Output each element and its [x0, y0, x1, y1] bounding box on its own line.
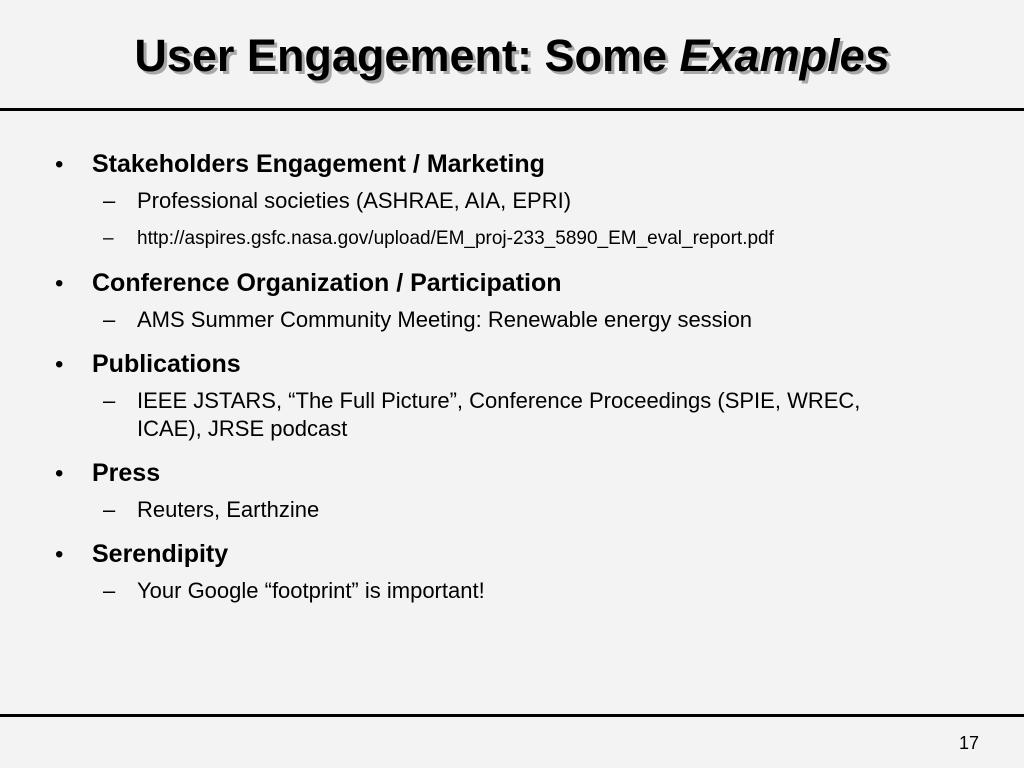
- sub-item: [0, 577, 1024, 605]
- dash-marker: –: [103, 578, 116, 603]
- dash-marker: –: [103, 388, 116, 413]
- sub-item-text: Your Google “footprint” is important!: [137, 578, 485, 603]
- bullet-item: [0, 146, 1024, 253]
- bullet-item: [0, 265, 1024, 334]
- bullet-heading: Publications: [92, 350, 241, 378]
- bullet-marker: •: [55, 151, 64, 178]
- slide-content: [0, 146, 1024, 613]
- bullet-heading: Press: [92, 459, 161, 487]
- bullet-item: [0, 455, 1024, 524]
- bullet-item: [0, 346, 1024, 443]
- slide-title-emphasis: Examples: [679, 30, 890, 81]
- footer-divider: [0, 714, 1024, 717]
- bullet-item: [0, 536, 1024, 605]
- sub-item-text: IEEE JSTARS, “The Full Picture”, Conference Proceedings (SPIE, WREC, ICAE), JRSE podcast: [137, 388, 861, 441]
- bullet-marker: •: [55, 270, 64, 297]
- bullet-heading: Serendipity: [92, 540, 229, 568]
- bullet-heading: Stakeholders Engagement / Marketing: [92, 150, 545, 178]
- page-number: 17: [958, 733, 979, 753]
- title-divider: [0, 108, 1024, 111]
- bullet-heading: Conference Organization / Participation: [92, 269, 562, 297]
- sub-item: [0, 187, 1024, 215]
- sub-item: [0, 387, 897, 443]
- sub-item: [0, 496, 1024, 524]
- dash-marker: –: [103, 188, 116, 213]
- dash-marker: –: [103, 497, 116, 522]
- sub-item-text: AMS Summer Community Meeting: Renewable energy session: [137, 307, 753, 332]
- bullet-marker: •: [55, 541, 64, 568]
- dash-marker: –: [103, 228, 114, 249]
- sub-item: [0, 225, 1024, 253]
- report-link[interactable]: http://aspires.gsfc.nasa.gov/upload/EM_proj-233_5890_EM_eval_report.pdf: [137, 228, 774, 249]
- bullet-marker: •: [55, 351, 64, 378]
- sub-item-text: Professional societies (ASHRAE, AIA, EPRI): [137, 188, 572, 213]
- slide-title-main: User Engagement: Some: [134, 30, 680, 81]
- bullet-marker: •: [55, 460, 64, 487]
- sub-item: [0, 306, 1024, 334]
- sub-item-text: Reuters, Earthzine: [137, 497, 320, 522]
- dash-marker: –: [103, 307, 116, 332]
- slide-title: [0, 30, 1024, 82]
